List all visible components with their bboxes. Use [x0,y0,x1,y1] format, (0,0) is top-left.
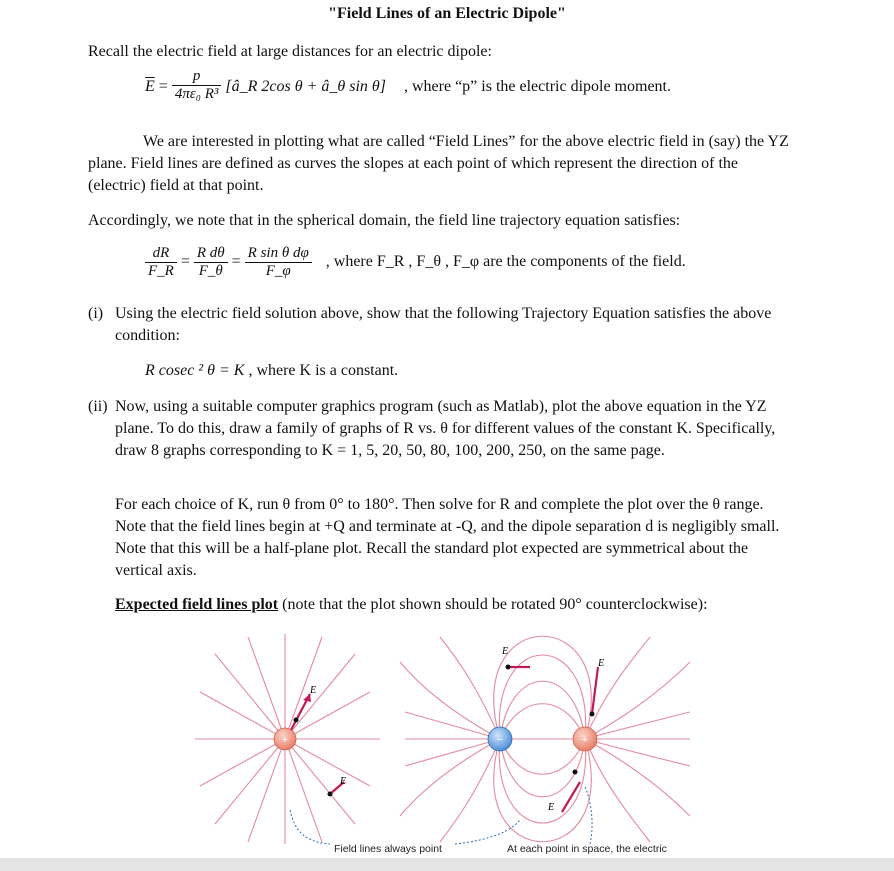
svg-text:E: E [340,776,347,787]
item-i-equation: R cosec ² θ = K , where K is a constant. [145,362,399,379]
field-lines-figure [190,622,720,858]
svg-text:−: − [496,734,504,746]
svg-text:E: E [548,802,555,813]
item-ii-text: Now, using a suitable computer graphics program (such as Matlab), plot the above equation in the YZ plane. To do this, draw a family of graphs of R vs. θ for different values of the constant K. Specifically, draw 8 graphs corresponding to K = 1, 5, 20, 50, 80, 100, 200, 250, on the same page. [115,398,776,459]
item-ii-paragraph: For each choice of K, run θ from 0° to 180°. Then solve for R and complete the plot over the θ range. Note that the field lines begin at +Q and terminate at -Q, and the dipole separation d is negligibly small. Note that this will be a half-plane plot. Recall the standard plot expected are symmetrical about the vertical axis. [115,496,780,579]
svg-text:E: E [598,658,605,669]
svg-text:+: + [581,734,589,746]
item-i-label: (i) [88,305,104,322]
item-i-text: Using the electric field solution above, show that the following Trajectory Equation satisfies the above condition: [115,305,772,344]
expected-plot-heading: Expected field lines plot (note that the plot shown should be rotated 90° counterclockwise): [115,596,708,613]
svg-text:+: + [281,734,289,746]
e-label: E [310,685,317,696]
equation-trajectory: $\frac{dR}{F\_R}$ = $\frac{\text{R dθ}}{F\_\theta}$ = $\frac{\text{R sin θ dφ}}{F\_\varphi}$ , where F_R , F_θ , F_φ are the components of the field. [145,245,686,280]
caption-electric-field: At each point in space, the electric [507,843,667,855]
dipole-field-lines [400,636,690,842]
paragraph-field-lines: We are interested in plotting what are called “Field Lines” for the above electric field in (say) the YZ plane. Field lines are defined as curves the slopes at each point of which represent the direction of the (electric) field at that point. [88,133,789,194]
page-title: "Field Lines of an Electric Dipole" [328,5,566,22]
svg-text:E: E [502,646,509,657]
intro-text: Recall the electric field at large distances for an electric dipole: [88,43,492,60]
bottom-strip [0,858,894,871]
equation-electric-field: $\overline{E}$ = $\frac{p}{\text{4πε₀ R³}}$ [â_R 2cos θ + â_θ sin θ] , where “p” is the electric dipole moment. [145,68,671,102]
item-ii-label: (ii) [88,398,108,415]
caption-field-lines-point: Field lines always point [334,843,442,855]
paragraph-trajectory: Accordingly, we note that in the spherical domain, the field line trajectory equation satisfies: [88,212,681,229]
